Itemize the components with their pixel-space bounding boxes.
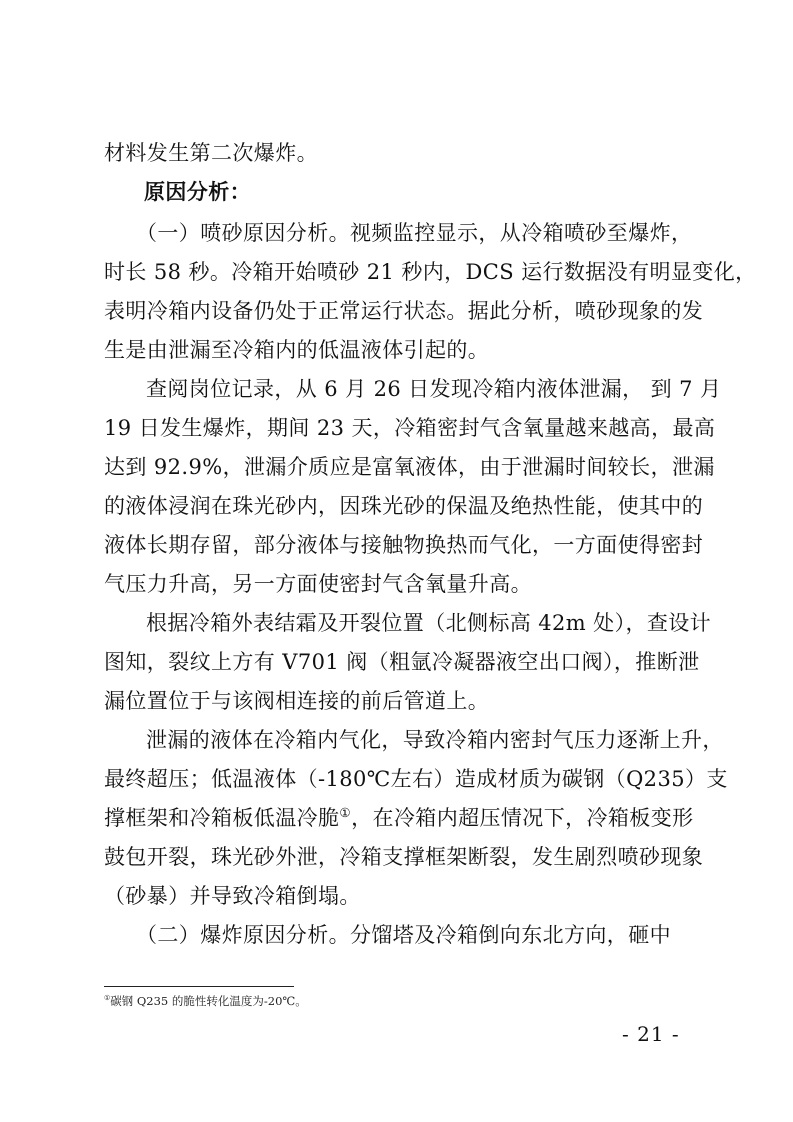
paragraph-4-text: ，在冷箱内超压情况下，冷箱板变形 — [351, 806, 694, 830]
paragraph-3-line: 根据冷箱外表结霜及开裂位置（北侧标高 42m 处），查设计 — [146, 611, 712, 635]
paragraph-1-line: 时长 58 秒。冷箱开始喷砂 21 秒内，DCS 运行数据没有明显变化， — [104, 260, 757, 284]
paragraph-4-line: 最终超压；低温液体（-180℃左右）造成材质为碳钢（Q235）支 — [104, 767, 728, 791]
paragraph-4-line — [104, 804, 694, 832]
footnote-reference: ① — [339, 805, 352, 820]
paragraph-4-line: 鼓包开裂，珠光砂外泄，冷箱支撑框架断裂，发生剧烈喷砂现象 — [104, 845, 704, 869]
paragraph-2-line: 查阅岗位记录，从 6 月 26 日发现冷箱内液体泄漏， 到 7 月 — [146, 377, 722, 401]
paragraph-4-line: 泄漏的液体在冷箱内气化，导致冷箱内密封气压力逐渐上升， — [146, 728, 724, 752]
body-line: 材料发生第二次爆炸。 — [104, 141, 318, 165]
footnote — [104, 994, 307, 1008]
paragraph-3-line: 漏位置位于与该阀相连接的前后管道上。 — [104, 689, 490, 713]
paragraph-3-line: 图知，裂纹上方有 V701 阀（粗氩冷凝器液空出口阀），推断泄 — [104, 650, 700, 674]
paragraph-2-line: 气压力升高，另一方面使密封气含氧量升高。 — [104, 572, 532, 596]
paragraph-2-line: 达到 92.9%，泄漏介质应是富氧液体，由于泄漏时间较长，泄漏 — [104, 455, 715, 479]
paragraph-1-line: 生是由泄漏至冷箱内的低温液体引起的。 — [104, 338, 490, 362]
page-number: - 21 - — [622, 1022, 680, 1046]
footnote-text: 碳钢 Q235 的脆性转化温度为-20℃。 — [110, 994, 307, 1008]
section-heading: 原因分析： — [144, 180, 251, 204]
paragraph-2-line: 液体长期存留，部分液体与接触物换热而气化，一方面使得密封 — [104, 533, 704, 557]
paragraph-5-line: （二）爆炸原因分析。分馏塔及冷箱倒向东北方向，砸中 — [136, 923, 671, 947]
paragraph-4-line: （砂暴）并导致冷箱倒塌。 — [104, 884, 361, 908]
footnote-marker: ① — [104, 994, 111, 1003]
paragraph-1-line: （一）喷砂原因分析。视频监控显示，从冷箱喷砂至爆炸， — [136, 221, 693, 245]
paragraph-4-text: 撑框架和冷箱板低温冷脆 — [104, 806, 340, 830]
footnote-divider — [104, 986, 294, 987]
paragraph-2-line: 19 日发生爆炸，期间 23 天，冷箱密封气含氧量越来越高，最高 — [104, 416, 716, 440]
paragraph-1-line: 表明冷箱内设备仍处于正常运行状态。据此分析，喷砂现象的发 — [104, 299, 704, 323]
paragraph-2-line: 的液体浸润在珠光砂内，因珠光砂的保温及绝热性能，使其中的 — [104, 494, 704, 518]
